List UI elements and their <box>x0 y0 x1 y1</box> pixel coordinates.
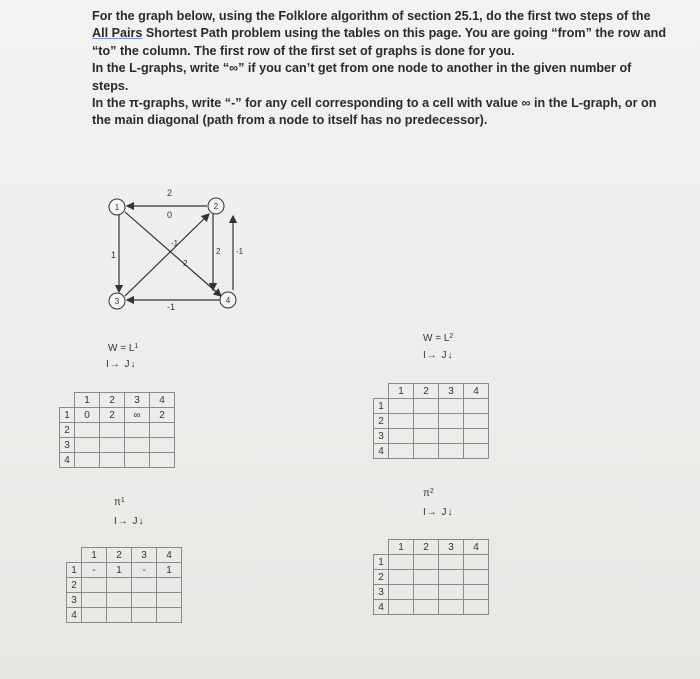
table-cell[interactable] <box>82 608 107 623</box>
table-cell[interactable] <box>439 570 464 585</box>
table-cell[interactable]: 1 <box>107 563 132 578</box>
column-header: 4 <box>157 548 182 563</box>
table-cell[interactable] <box>75 453 100 468</box>
column-header: 1 <box>389 384 414 399</box>
table-cell[interactable] <box>125 423 150 438</box>
table-cell[interactable] <box>464 555 489 570</box>
table-cell[interactable] <box>389 600 414 615</box>
table-cell[interactable]: 2 <box>150 408 175 423</box>
instruction-line-7: the main diagonal (path from a node to itself has no predecessor). <box>92 113 488 128</box>
table-cell[interactable] <box>100 438 125 453</box>
table-cell[interactable] <box>414 444 439 459</box>
node-2-label: 2 <box>213 202 219 211</box>
instruction-line-3: “to” the column. The first row of the first set of graphs is done for you. <box>92 43 515 58</box>
pi1-title <box>114 497 125 508</box>
table-cell[interactable] <box>100 453 125 468</box>
table-row <box>67 563 182 578</box>
instruction-line-4: In the L-graphs, write “∞” if you can’t get from one node to another in the given number of <box>92 61 632 76</box>
table-cell[interactable] <box>439 600 464 615</box>
edge-3-to-2 <box>125 214 209 296</box>
pi2-title-sup: 2 <box>429 488 434 495</box>
node-4 <box>220 292 236 308</box>
row-header: 4 <box>374 600 389 615</box>
table-cell[interactable]: - <box>132 563 157 578</box>
row-header: 3 <box>374 429 389 444</box>
table-cell[interactable] <box>414 414 439 429</box>
edge-label-diag-a: -1 <box>171 239 179 248</box>
instruction-line-1: For the graph below, using the Folklore algorithm of section 25.1, do the first two steps of the <box>92 9 651 23</box>
node-4-label: 4 <box>225 296 231 305</box>
row-header: 4 <box>374 444 389 459</box>
table-cell[interactable] <box>414 429 439 444</box>
header-row <box>67 548 182 563</box>
table-cell[interactable] <box>414 555 439 570</box>
table-row <box>60 438 175 453</box>
edge-label-left: 1 <box>111 250 117 260</box>
pi2-arrows: I→ J↓ <box>423 507 454 518</box>
edge-label-top: 2 <box>167 188 173 198</box>
header-row <box>374 540 489 555</box>
pi1-arrows: I→ J↓ <box>114 516 145 527</box>
table-cell[interactable] <box>107 578 132 593</box>
column-header: 1 <box>389 540 414 555</box>
table-row <box>67 578 182 593</box>
table-cell[interactable] <box>157 608 182 623</box>
table-cell[interactable]: ∞ <box>125 408 150 423</box>
table-row <box>374 600 489 615</box>
table-cell[interactable] <box>157 593 182 608</box>
table-cell[interactable] <box>389 555 414 570</box>
table-cell[interactable] <box>157 578 182 593</box>
table-cell[interactable] <box>414 600 439 615</box>
table-row <box>374 399 489 414</box>
table-row <box>60 423 175 438</box>
column-header: 3 <box>125 393 150 408</box>
column-header: 3 <box>132 548 157 563</box>
table-cell[interactable] <box>464 600 489 615</box>
node-3-label: 3 <box>114 297 120 306</box>
row-header: 3 <box>60 438 75 453</box>
row-header: 1 <box>60 408 75 423</box>
row-header: 3 <box>374 585 389 600</box>
row-header: 4 <box>67 608 82 623</box>
table-cell[interactable] <box>132 578 157 593</box>
table-cell[interactable] <box>439 555 464 570</box>
table-cell[interactable] <box>150 423 175 438</box>
table-cell[interactable] <box>439 399 464 414</box>
pi1-title-text: π <box>114 497 121 508</box>
table-row <box>374 429 489 444</box>
column-header: 4 <box>464 540 489 555</box>
instruction-line-5: steps. <box>92 78 129 93</box>
node-1 <box>109 199 125 215</box>
pi1-title-sup: 1 <box>120 497 125 504</box>
table-cell[interactable] <box>439 429 464 444</box>
pi1-table <box>66 547 182 623</box>
corner-cell <box>60 393 75 408</box>
table-row <box>374 555 489 570</box>
edge-label-bottom: -1 <box>167 302 176 312</box>
l1-title <box>108 343 138 354</box>
column-header: 4 <box>464 384 489 399</box>
corner-cell <box>67 548 82 563</box>
table-cell[interactable] <box>107 593 132 608</box>
table-cell[interactable] <box>389 570 414 585</box>
row-header: 2 <box>60 423 75 438</box>
table-cell[interactable] <box>389 414 414 429</box>
instruction-line-2 <box>92 25 667 42</box>
instructions <box>92 8 667 130</box>
table-cell[interactable] <box>464 585 489 600</box>
table-cell[interactable] <box>439 585 464 600</box>
row-header: 1 <box>67 563 82 578</box>
column-header: 1 <box>82 548 107 563</box>
table-cell[interactable] <box>100 423 125 438</box>
table-cell[interactable] <box>414 399 439 414</box>
column-header: 4 <box>150 393 175 408</box>
row-header: 1 <box>374 399 389 414</box>
table-cell[interactable]: 1 <box>157 563 182 578</box>
node-1-label: 1 <box>114 203 120 212</box>
l1-title-text: W = L <box>108 343 135 354</box>
edge-label-top-mid: 0 <box>167 210 173 220</box>
column-header: 2 <box>107 548 132 563</box>
table-cell[interactable] <box>150 438 175 453</box>
row-header: 3 <box>67 593 82 608</box>
l2-title-sup: 2 <box>449 333 454 340</box>
table-row <box>374 570 489 585</box>
corner-cell <box>374 540 389 555</box>
table-cell[interactable] <box>464 429 489 444</box>
column-header: 3 <box>439 384 464 399</box>
table-cell[interactable] <box>125 453 150 468</box>
node-2 <box>208 198 224 214</box>
table-row <box>374 444 489 459</box>
instruction-line-2-rest: Shortest Path problem using the tables on this page. You are going “from” the row and <box>142 26 667 41</box>
node-3 <box>109 293 125 309</box>
table-cell[interactable] <box>107 608 132 623</box>
edge-label-right-a: 2 <box>216 247 221 256</box>
table-cell[interactable]: 2 <box>100 408 125 423</box>
row-header: 1 <box>374 555 389 570</box>
table-row <box>67 593 182 608</box>
table-cell[interactable]: - <box>82 563 107 578</box>
l2-title-text: W = L <box>423 333 450 344</box>
table-cell[interactable] <box>125 438 150 453</box>
table-cell[interactable] <box>75 423 100 438</box>
table-cell[interactable] <box>132 593 157 608</box>
table-row <box>374 414 489 429</box>
table-row <box>374 585 489 600</box>
header-row <box>374 384 489 399</box>
row-header: 2 <box>374 414 389 429</box>
column-header: 3 <box>439 540 464 555</box>
table-cell[interactable] <box>389 399 414 414</box>
table-cell[interactable] <box>439 444 464 459</box>
edge-label-diag-b: 2 <box>183 259 188 268</box>
table-row <box>60 453 175 468</box>
row-header: 2 <box>67 578 82 593</box>
column-header: 2 <box>414 384 439 399</box>
instruction-line-6: In the π-graphs, write “-” for any cell corresponding to a cell with value ∞ in the L-graph, or on <box>92 96 657 111</box>
table-cell[interactable] <box>82 578 107 593</box>
table-cell[interactable] <box>389 444 414 459</box>
table-row <box>60 408 175 423</box>
table-cell[interactable] <box>439 414 464 429</box>
table-cell[interactable] <box>150 453 175 468</box>
table-cell[interactable] <box>389 585 414 600</box>
edge-label-right-b: -1 <box>236 247 244 256</box>
pi2-table <box>373 539 489 615</box>
edge-1-to-4 <box>125 212 221 296</box>
table-cell[interactable]: 0 <box>75 408 100 423</box>
column-header: 2 <box>100 393 125 408</box>
l2-table <box>373 383 489 459</box>
l1-arrows: I→ J↓ <box>106 359 137 370</box>
row-header: 2 <box>374 570 389 585</box>
table-cell[interactable] <box>464 414 489 429</box>
all-pairs-link[interactable]: All Pairs <box>92 26 143 41</box>
l1-table <box>59 392 175 468</box>
table-cell[interactable] <box>464 570 489 585</box>
table-row <box>67 608 182 623</box>
l2-title <box>423 333 453 344</box>
table-cell[interactable] <box>75 438 100 453</box>
column-header: 1 <box>75 393 100 408</box>
pi2-title <box>423 488 434 499</box>
table-cell[interactable] <box>414 585 439 600</box>
table-cell[interactable] <box>464 399 489 414</box>
table-cell[interactable] <box>82 593 107 608</box>
directed-graph <box>95 182 255 317</box>
row-header: 4 <box>60 453 75 468</box>
table-cell[interactable] <box>464 444 489 459</box>
header-row <box>60 393 175 408</box>
pi2-title-text: π <box>423 488 430 499</box>
l2-arrows: I→ J↓ <box>423 350 454 361</box>
table-cell[interactable] <box>414 570 439 585</box>
column-header: 2 <box>414 540 439 555</box>
l1-title-sup: 1 <box>134 343 139 350</box>
table-cell[interactable] <box>132 608 157 623</box>
table-cell[interactable] <box>389 429 414 444</box>
corner-cell <box>374 384 389 399</box>
